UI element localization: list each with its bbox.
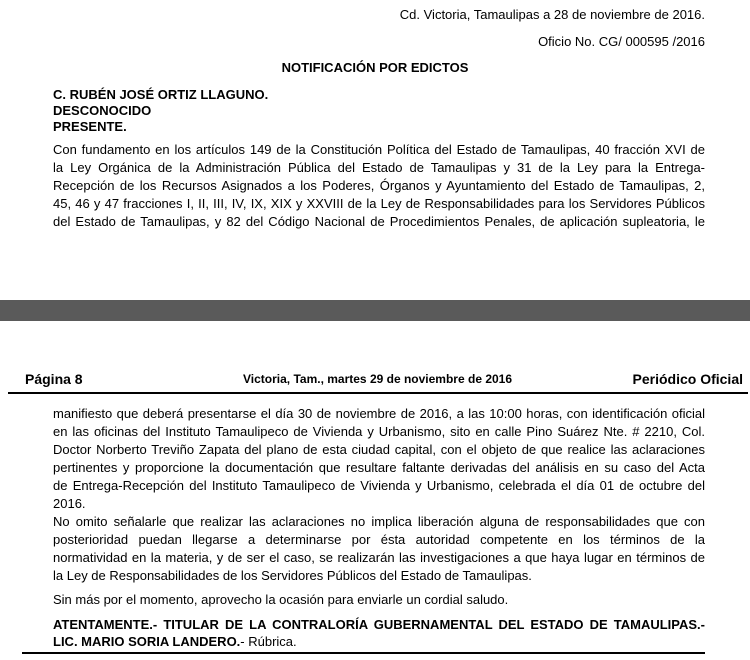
text-line: posterioridad puedan llegarse a determinarse por ésta autoridad competente en los términos de la [53, 532, 705, 547]
text-line: la Ley de Responsabilidades de los Servidores Públicos del Estado de Tamaulipas. [53, 568, 532, 583]
lower-paragraph-1 [53, 405, 705, 513]
text-line: la Ley Orgánica de la Administración Pública del Estado de Tamaulipas y 31 de la Ley para la Entrega- [53, 160, 705, 175]
upper-body-paragraph [53, 141, 705, 231]
addressee-status: DESCONOCIDO [53, 103, 152, 118]
text-line: Recepción de los Recursos Asignados a los Poderes, Órganos y Ayuntamiento del Estado de Tamaulipas, 2, [53, 178, 705, 193]
addressee-present: PRESENTE. [53, 119, 127, 134]
notice-title: NOTIFICACIÓN POR EDICTOS [281, 60, 469, 75]
signature-title: ATENTAMENTE.- TITULAR DE LA CONTRALORÍA GUBERNAMENTAL DEL ESTADO DE TAMAULIPAS.- [53, 617, 705, 632]
text-line: normatividad en la materia, y de ser el caso, se realizarán las investigaciones a que haya lugar en términos de [53, 550, 705, 565]
closing-line: Sin más por el momento, aprovecho la ocasión para enviarle un cordial saludo. [53, 592, 509, 607]
signature-name: LIC. MARIO SORIA LANDERO. [53, 634, 241, 649]
addressee-block [53, 87, 268, 135]
page-separator [0, 300, 750, 321]
text-line: pertinentes y proporcione la documentación que resultare faltante derivadas del análisis en su caso del Acta [53, 460, 705, 475]
text-line: en las oficinas del Instituto Tamaulipeco de Vivienda y Urbanismo, sito en calle Pino Suárez Nte. # 2210, Col. [53, 424, 705, 439]
header-date: Victoria, Tam., martes 29 de noviembre de 2016 [243, 372, 513, 386]
text-line: Con fundamento en los artículos 149 de la Constitución Política del Estado de Tamaulipas, 40 fracción XVI de [53, 142, 705, 157]
text-line: de Entrega-Recepción del Instituto Tamaulipeco de Vivienda y Urbanismo, celebrada el día 01 de octubre del [53, 478, 705, 493]
text-line: manifiesto que deberá presentarse el día 30 de noviembre de 2016, a las 10:00 horas, con identificación oficial [53, 406, 705, 421]
place-date: Cd. Victoria, Tamaulipas a 28 de noviembre de 2016. [399, 7, 705, 22]
text-line: del Estado de Tamaulipas, y 82 del Código Nacional de Procedimientos Penales, de aplicación supleatoria, le [53, 214, 705, 229]
lower-paragraph-2 [53, 513, 705, 585]
addressee-name: C. RUBÉN JOSÉ ORTIZ LLAGUNO. [53, 87, 269, 102]
text-line: 2016. [53, 496, 86, 511]
text-line: Doctor Norberto Treviño Zapata del plano de esta ciudad capital, con el objeto de que realice las aclaraciones [53, 442, 705, 457]
signature-block [53, 634, 297, 649]
text-line: 45, 46 y 47 fracciones I, II, III, IV, IX, XIX y XXVIII de la Ley de Responsabilidades para los Servidores Públicos [53, 196, 705, 211]
page-number: Página 8 [25, 371, 83, 387]
header-rule [8, 392, 748, 394]
bottom-rule [22, 652, 705, 654]
publication-name: Periódico Oficial [632, 371, 743, 387]
text-line: No omito señalarle que realizar las aclaraciones no implica liberación alguna de responsabilidades que con [53, 514, 705, 529]
signature-rubrica: - Rúbrica. [240, 634, 297, 649]
office-number: Oficio No. CG/ 000595 /2016 [538, 34, 705, 49]
